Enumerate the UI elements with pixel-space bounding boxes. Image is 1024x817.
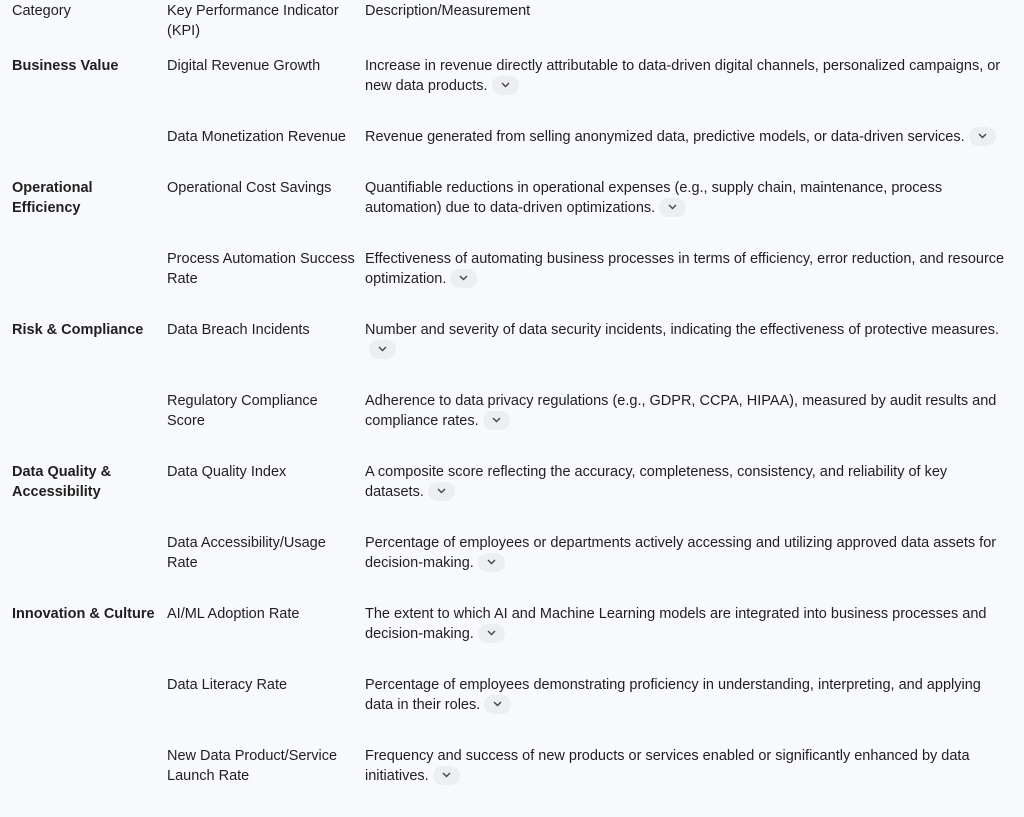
expand-button[interactable] <box>450 269 477 288</box>
table-row <box>0 604 1024 675</box>
category-cell: Innovation & Culture <box>12 606 155 622</box>
category-cell <box>0 533 167 604</box>
description-cell <box>365 533 1024 604</box>
chevron-down-icon <box>501 82 510 88</box>
expand-button[interactable] <box>492 76 519 95</box>
description-text: Adherence to data privacy regulations (e.g., GDPR, CCPA, HIPAA), measured by audit results and compliance rates. <box>365 393 997 429</box>
table-row <box>0 249 1024 320</box>
table-row <box>0 675 1024 746</box>
table-row <box>0 56 1024 127</box>
category-cell: Operational Efficiency <box>12 180 93 216</box>
kpi-cell: Process Automation Success Rate <box>167 251 355 287</box>
description-text: Quantifiable reductions in operational expenses (e.g., supply chain, maintenance, process automation) due to data-driven optimizations. <box>365 180 943 216</box>
kpi-cell: Regulatory Compliance Score <box>167 393 318 429</box>
header-row <box>0 0 1024 56</box>
description-cell <box>365 56 1024 127</box>
chevron-down-icon <box>487 630 496 636</box>
expand-button[interactable] <box>369 340 396 359</box>
description-text: Frequency and success of new products or services enabled or significantly enhanced by data initiatives. <box>365 748 970 784</box>
description-cell <box>365 462 1024 533</box>
chevron-down-icon <box>978 133 987 139</box>
description-text: Percentage of employees demonstrating proficiency in understanding, interpreting, and applying data in their roles. <box>365 677 981 713</box>
chevron-down-icon <box>459 275 468 281</box>
kpi-cell: Data Accessibility/Usage Rate <box>167 535 326 571</box>
header-description: Description/Measurement <box>365 3 531 19</box>
table-row <box>0 391 1024 462</box>
chevron-down-icon <box>378 346 387 352</box>
kpi-cell: Operational Cost Savings <box>167 180 332 196</box>
category-cell <box>0 127 167 178</box>
expand-button[interactable] <box>478 553 505 572</box>
description-cell <box>365 178 1024 249</box>
description-cell <box>365 604 1024 675</box>
description-text: The extent to which AI and Machine Learning models are integrated into business processes and decision-making. <box>365 606 987 642</box>
description-text: Percentage of employees or departments actively accessing and utilizing approved data assets for decision-making. <box>365 535 997 571</box>
kpi-cell: Data Quality Index <box>167 464 287 480</box>
description-cell <box>365 675 1024 746</box>
chevron-down-icon <box>492 417 501 423</box>
category-cell: Business Value <box>12 58 119 74</box>
kpi-cell: New Data Product/Service Launch Rate <box>167 748 338 784</box>
kpi-cell: Data Monetization Revenue <box>167 129 346 145</box>
description-text: Number and severity of data security incidents, indicating the effectiveness of protective measures. <box>365 322 1000 338</box>
table-row <box>0 320 1024 391</box>
table-row <box>0 127 1024 178</box>
chevron-down-icon <box>437 488 446 494</box>
chevron-down-icon <box>493 701 502 707</box>
expand-button[interactable] <box>969 127 996 146</box>
expand-button[interactable] <box>428 482 455 501</box>
description-text: Effectiveness of automating business processes in terms of efficiency, error reduction, and resource optimization. <box>365 251 1005 287</box>
category-cell <box>0 249 167 320</box>
table-row <box>0 533 1024 604</box>
description-cell <box>365 391 1024 462</box>
description-text: Revenue generated from selling anonymized data, predictive models, or data-driven services. <box>365 129 965 145</box>
category-cell <box>0 675 167 746</box>
header-category: Category <box>12 3 71 19</box>
chevron-down-icon <box>442 772 451 778</box>
expand-button[interactable] <box>478 624 505 643</box>
description-text: A composite score reflecting the accuracy, completeness, consistency, and reliability of key datasets. <box>365 464 948 500</box>
expand-button[interactable] <box>483 411 510 430</box>
table-row <box>0 746 1024 817</box>
description-cell <box>365 249 1024 320</box>
kpi-cell: AI/ML Adoption Rate <box>167 606 300 622</box>
table-row <box>0 178 1024 249</box>
kpi-cell: Data Breach Incidents <box>167 322 310 338</box>
expand-button[interactable] <box>433 766 460 785</box>
chevron-down-icon <box>487 559 496 565</box>
kpi-cell: Data Literacy Rate <box>167 677 288 693</box>
expand-button[interactable] <box>484 695 511 714</box>
category-cell <box>0 746 167 817</box>
category-cell <box>0 391 167 462</box>
header-kpi: Key Performance Indicator (KPI) <box>167 3 339 39</box>
chevron-down-icon <box>668 204 677 210</box>
kpi-cell: Digital Revenue Growth <box>167 58 321 74</box>
table-row <box>0 462 1024 533</box>
description-cell <box>365 127 1024 178</box>
description-cell <box>365 746 1024 817</box>
category-cell: Data Quality & Accessibility <box>12 464 112 500</box>
description-text: Increase in revenue directly attributable to data-driven digital channels, personalized campaigns, or new data products. <box>365 58 1001 94</box>
description-cell <box>365 320 1024 391</box>
expand-button[interactable] <box>659 198 686 217</box>
category-cell: Risk & Compliance <box>12 322 144 338</box>
